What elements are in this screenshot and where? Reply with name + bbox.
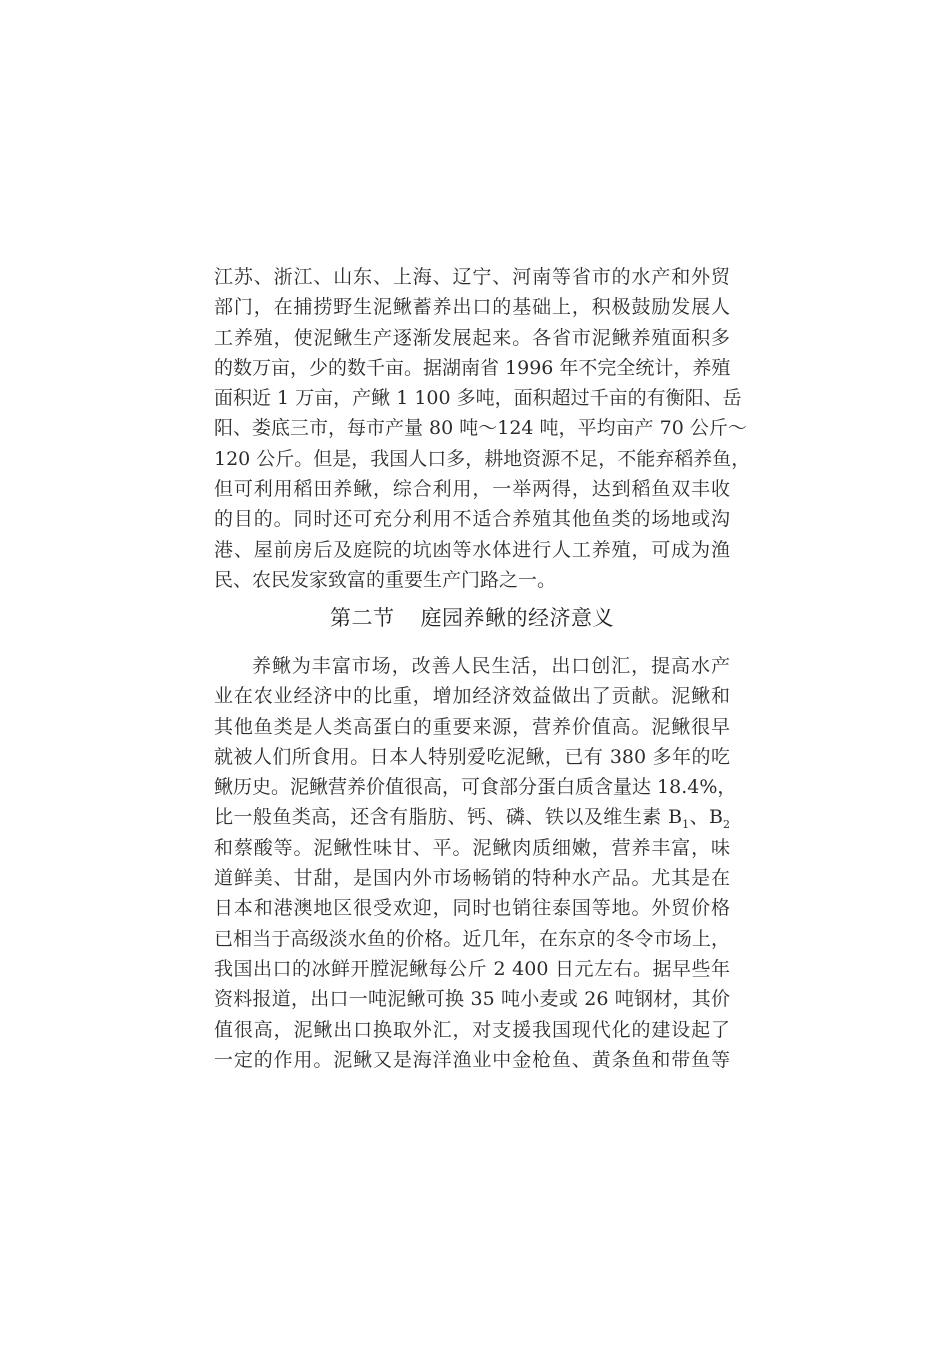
text-line: 养鳅为丰富市场，改善人民生活，出口创汇，提高水产 — [252, 655, 730, 677]
text-line: 其他鱼类是人类高蛋白的重要来源，营养价值高。泥鳅很早 — [214, 715, 730, 738]
vitamin-subscript-1: 1 — [682, 818, 690, 832]
text-line: 道鲜美、甘甜，是国内外市场畅销的特种水产品。尤其是在 — [214, 867, 730, 890]
section-title: 庭园养鳅的经济意义 — [420, 606, 614, 630]
text-line: 值很高，泥鳅出口换取外汇，对支援我国现代化的建设起了 — [214, 1018, 730, 1041]
text-line: 部门，在捕捞野生泥鳅蓄养出口的基础上，积极鼓励发展人 — [214, 296, 730, 319]
text-line: 资料报道，出口一吨泥鳅可换 35 吨小麦或 26 吨钢材，其价 — [214, 988, 730, 1011]
vitamin-separator: 、B — [689, 806, 723, 829]
text-line: 港、屋前房后及庭院的坑凼等水体进行人工养殖，可成为渔 — [214, 538, 730, 561]
text-line-vitamins — [214, 802, 730, 832]
text-line: 就被人们所食用。日本人特别爱吃泥鳅，已有 380 多年的吃 — [214, 745, 730, 768]
text-line: 我国出口的冰鲜开膛泥鳅每公斤 2 400 日元左右。据早些年 — [214, 957, 730, 980]
text-line: 工养殖，使泥鳅生产逐渐发展起来。各省市泥鳅养殖面积多 — [214, 326, 730, 349]
section-number: 第二节 — [330, 606, 395, 630]
text-line: 已相当于高级淡水鱼的价格。近几年，在东京的冬令市场上， — [214, 927, 730, 950]
text-line: 民、农民发家致富的重要生产门路之一。 — [214, 568, 557, 591]
paragraph-economic-significance — [214, 651, 737, 1075]
section-heading — [214, 602, 730, 632]
text-line: 阳、娄底三市，每市产量 80 吨～124 吨，平均亩产 70 公斤～ — [214, 417, 747, 440]
vitamin-subscript-2: 2 — [723, 818, 730, 832]
text-line: 鳅历史。泥鳅营养价值很高，可食部分蛋白质含量达 18.4%， — [214, 776, 737, 799]
text-line: 一定的作用。泥鳅又是海洋渔业中金枪鱼、黄条鱼和带鱼等 — [214, 1048, 730, 1071]
text-line: 但可利用稻田养鳅，综合利用，一举两得，达到稻鱼双丰收 — [214, 478, 730, 501]
text-line: 江苏、浙江、山东、上海、辽宁、河南等省市的水产和外贸 — [214, 266, 730, 288]
text-line: 业在农业经济中的比重，增加经济效益做出了贡献。泥鳅和 — [214, 685, 730, 708]
text-line: 的目的。同时还可充分利用不适合养殖其他鱼类的场地或沟 — [214, 508, 730, 531]
text-line: 面积近 1 万亩，产鳅 1 100 多吨，面积超过千亩的有衡阳、岳 — [214, 387, 742, 410]
text-line-main: 比一般鱼类高，还含有脂肪、钙、磷、铁以及维生素 B — [214, 806, 683, 829]
text-line: 的数万亩，少的数千亩。据湖南省 1996 年不完全统计，养殖 — [214, 356, 731, 379]
text-line: 日本和港澳地区很受欢迎，同时也销往泰国等地。外贸价格 — [214, 897, 730, 920]
text-line: 120 公斤。但是，我国人口多，耕地资源不足，不能弃稻养鱼， — [214, 447, 751, 470]
text-line: 和蔡酸等。泥鳅性味甘、平。泥鳅肉质细嫩，营养丰富，味 — [214, 836, 730, 859]
paragraph-continued — [214, 262, 751, 595]
